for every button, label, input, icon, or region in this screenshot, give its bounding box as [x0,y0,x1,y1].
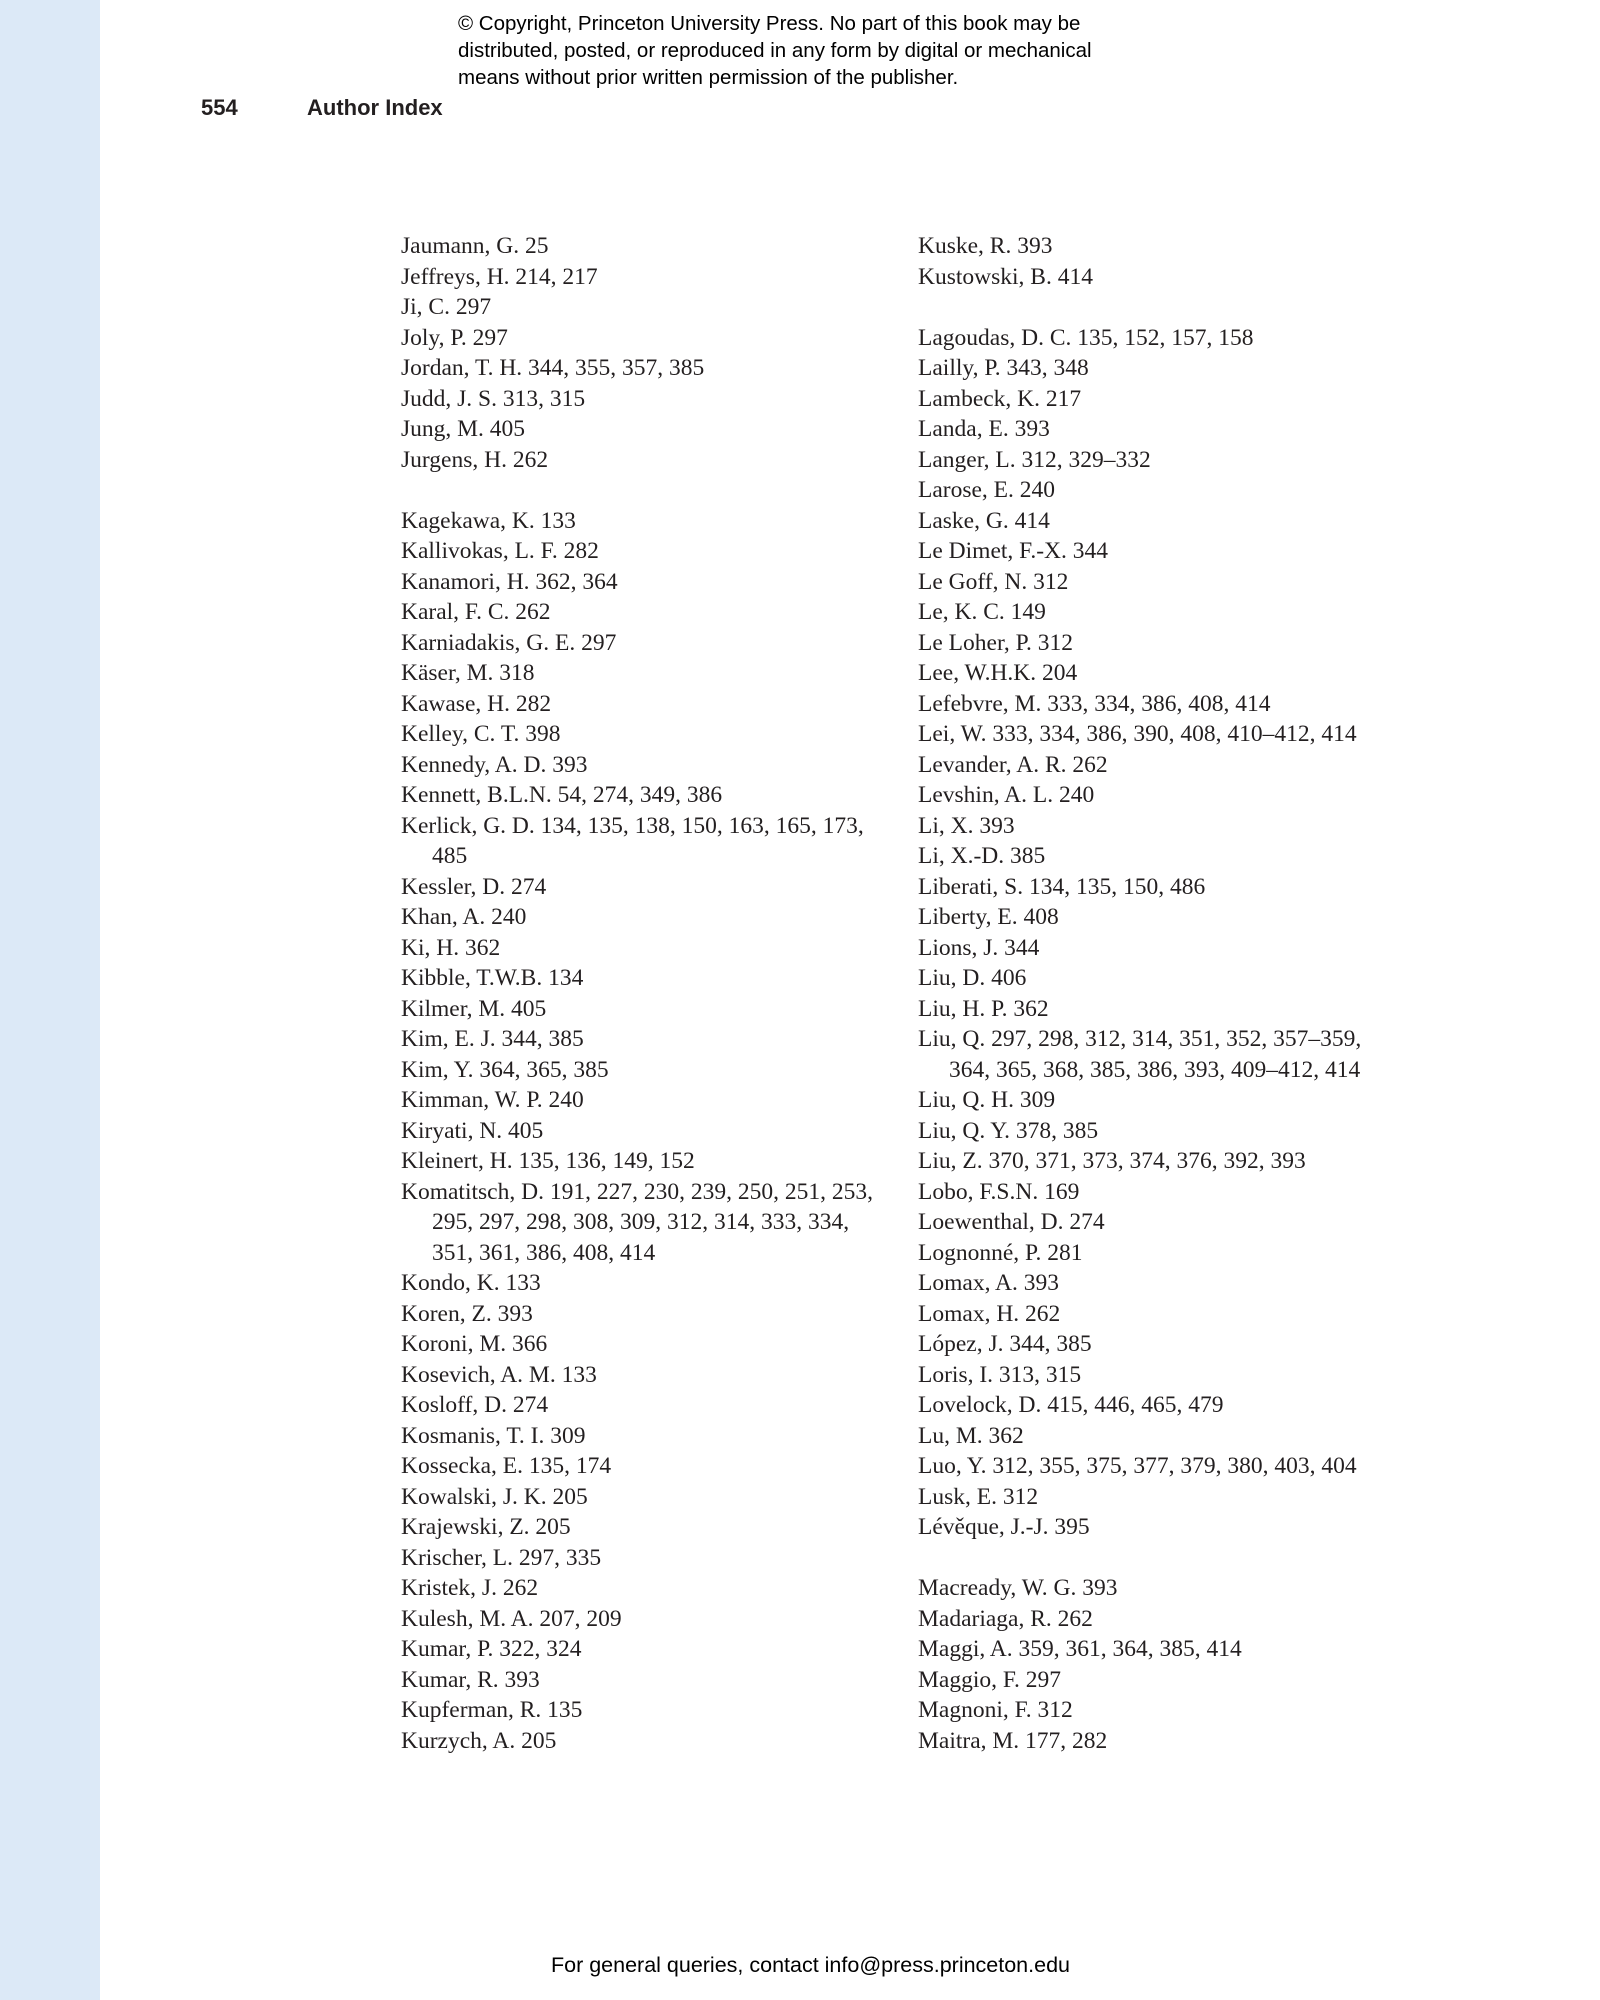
index-entry [401,1726,901,1757]
index-entry [918,1726,1418,1757]
index-entry [918,1177,1418,1208]
index-entry-text: Magnoni, F. 312 [918,1697,1073,1723]
index-entry-text: Kimman, W. P. 240 [401,1087,584,1113]
index-entry-text: Kosloff, D. 274 [401,1392,549,1418]
index-entry-text: Lobo, F.S.N. 169 [918,1178,1080,1205]
index-entry-text: Liu, Z. 370, 371, 373, 374, 376, 392, 393 [918,1148,1306,1174]
index-entry [918,780,1418,811]
index-entry [918,506,1418,537]
index-entry-text: Laske, G. 414 [918,507,1050,534]
index-entry-text: Joly, P. 297 [401,324,508,351]
index-entry-text: López, J. 344, 385 [918,1331,1092,1357]
index-entry-text: Koren, Z. 393 [401,1300,533,1327]
index-entry-text: Liu, H. P. 362 [918,995,1049,1022]
letter-group-gap [918,1543,1418,1574]
index-entry-text: Krajewski, Z. 205 [401,1514,571,1540]
index-entry [401,567,901,598]
index-entry [401,780,901,811]
index-entry [401,445,901,476]
index-entry-text: Li, X.-D. 385 [918,843,1046,869]
index-entry-text: Levshin, A. L. 240 [918,782,1095,808]
index-entry [401,902,901,933]
index-entry-text: Kristek, J. 262 [401,1575,539,1601]
index-entry-text: Jordan, T. H. 344, 355, 357, 385 [401,355,705,381]
left-margin-band [0,0,100,2000]
index-entry-continuation: 295, 297, 298, 308, 309, 312, 314, 333, 334, [432,1209,850,1235]
index-entry-text: Kennett, B.L.N. 54, 274, 349, 386 [401,782,723,808]
index-entry [401,933,901,964]
index-entry [401,1085,901,1116]
index-entry [401,353,901,384]
index-entry [401,1451,901,1482]
index-entry-text: Kustowski, B. 414 [918,263,1093,290]
index-entry [918,323,1418,354]
index-entry-text: Liu, Q. 297, 298, 312, 314, 351, 352, 357–359, [918,1026,1362,1052]
index-entry [918,1421,1418,1452]
index-entry-text: Kumar, P. 322, 324 [401,1636,582,1662]
index-entry [918,262,1418,293]
index-entry-text: Madariaga, R. 262 [918,1605,1093,1632]
index-entry-text: Levander, A. R. 262 [918,751,1108,778]
index-entry [918,628,1418,659]
index-entry [918,1482,1418,1513]
index-entry-text: Maitra, M. 177, 282 [918,1727,1108,1754]
index-entry-text: Lee, W.H.K. 204 [918,660,1078,686]
index-entry-text: Kallivokas, L. F. 282 [401,538,599,564]
index-entry-text: Liberati, S. 134, 135, 150, 486 [918,873,1206,900]
index-entry-text: Lailly, P. 343, 348 [918,355,1089,381]
index-entry-text: Ji, C. 297 [401,294,492,320]
index-entry [918,933,1418,964]
index-entry [401,1421,901,1452]
index-entry-text: Maggio, F. 297 [918,1666,1062,1693]
index-entry [401,719,901,750]
index-entry [401,811,901,872]
index-entry-text: Judd, J. S. 313, 315 [401,385,586,412]
index-entry [401,963,901,994]
index-entry-text: Kibble, T.W.B. 134 [401,965,584,991]
index-entry [918,1116,1418,1147]
index-entry [401,1146,901,1177]
copyright-line: distributed, posted, or reproduced in any form by digital or mechanical [458,39,1092,62]
index-entry-text: Lefebvre, M. 333, 334, 386, 408, 414 [918,690,1271,717]
index-entry-text: Le Goff, N. 312 [918,568,1069,595]
index-entry [918,841,1418,872]
running-head: Author Index [307,95,443,120]
index-entry [401,1360,901,1391]
index-entry [918,658,1418,689]
index-entry-text: Kumar, R. 393 [401,1666,540,1693]
index-entry [401,597,901,628]
index-entry [401,231,901,262]
index-entry [918,1665,1418,1696]
index-entry [918,963,1418,994]
page-number: 554 [201,95,238,120]
index-entry [401,1634,901,1665]
index-entry [918,384,1418,415]
index-entry [918,1451,1418,1482]
index-entry-text: Kossecka, E. 135, 174 [401,1453,612,1479]
index-entry-text: Kosevich, A. M. 133 [401,1361,597,1388]
index-entry [401,1665,901,1696]
index-entry [918,353,1418,384]
index-entry [401,750,901,781]
index-entry-text: Jurgens, H. 262 [401,446,549,473]
index-entry-text: Kawase, H. 282 [401,690,552,717]
index-entry [918,902,1418,933]
index-entry-text: Kondo, K. 133 [401,1270,541,1296]
index-entry [401,1116,901,1147]
index-entry-text: Le, K. C. 149 [918,599,1046,625]
copyright-line: means without prior written permission of the publisher. [458,66,959,89]
index-entry [918,1390,1418,1421]
index-entry [918,689,1418,720]
index-entry-text: Kim, E. J. 344, 385 [401,1026,584,1052]
index-entry [401,628,901,659]
index-entry-text: Khan, A. 240 [401,904,527,930]
index-entry [918,445,1418,476]
index-entry [401,506,901,537]
index-entry-text: Jeffreys, H. 214, 217 [401,263,598,290]
index-entry-text: Macready, W. G. 393 [918,1575,1118,1601]
index-entry [918,719,1418,750]
index-entry [918,414,1418,445]
index-entry-text: Kilmer, M. 405 [401,995,547,1022]
index-entry-text: Kulesh, M. A. 207, 209 [401,1605,622,1632]
index-entry-text: Landa, E. 393 [918,416,1050,442]
index-entry [401,872,901,903]
index-entry [918,597,1418,628]
index-entry [918,1360,1418,1391]
index-entry-text: Komatitsch, D. 191, 227, 230, 239, 250, 251, 253, [401,1178,873,1205]
letter-group-gap [401,475,901,506]
index-entry-text: Kanamori, H. 362, 364 [401,568,618,595]
index-entry [401,1329,901,1360]
index-entry-continuation: 485 [432,843,468,869]
index-entry-text: Lognonné, P. 281 [918,1239,1083,1266]
index-entry-text: Kagekawa, K. 133 [401,507,576,534]
index-entry [401,1604,901,1635]
index-entry-text: Lomax, A. 393 [918,1270,1059,1296]
index-entry-text: Li, X. 393 [918,812,1015,839]
index-entry [918,567,1418,598]
index-entry [401,262,901,293]
index-entry-text: Kiryati, N. 405 [401,1117,544,1144]
index-entry-text: Loris, I. 313, 315 [918,1361,1082,1388]
index-entry [401,994,901,1025]
index-entry [918,994,1418,1025]
index-entry [918,872,1418,903]
index-entry-text: Lions, J. 344 [918,934,1040,961]
index-entry-text: Kennedy, A. D. 393 [401,751,588,778]
index-entry-text: Käser, M. 318 [401,660,535,686]
index-entry [918,1695,1418,1726]
index-entry [918,231,1418,262]
index-entry-text: Liu, D. 406 [918,965,1027,991]
index-entry [401,689,901,720]
index-entry-text: Larose, E. 240 [918,477,1056,503]
index-entry-text: Kleinert, H. 135, 136, 149, 152 [401,1148,695,1174]
index-entry [918,1238,1418,1269]
index-entry-text: Lovelock, D. 415, 446, 465, 479 [918,1392,1224,1418]
index-entry [401,414,901,445]
footer-contact: For general queries, contact info@press.princeton.edu [550,1953,1070,1977]
index-entry [401,1268,901,1299]
index-entry-text: Le Dimet, F.-X. 344 [918,538,1109,564]
letter-group-gap [918,292,1418,323]
index-entry [918,1634,1418,1665]
index-entry-text: Lusk, E. 312 [918,1483,1039,1510]
index-entry [401,536,901,567]
index-column-left [401,231,901,1756]
index-entry [401,1543,901,1574]
index-entry [918,811,1418,842]
index-entry [401,1177,901,1269]
index-entry [918,1146,1418,1177]
index-entry [401,1695,901,1726]
index-entry-text: Lu, M. 362 [918,1422,1024,1449]
index-entry-text: Le Loher, P. 312 [918,629,1074,656]
copyright-notice [458,10,1218,91]
index-entry [918,1573,1418,1604]
index-entry-text: Liu, Q. H. 309 [918,1087,1056,1113]
index-entry [401,658,901,689]
index-entry-text: Krischer, L. 297, 335 [401,1544,602,1571]
index-entry-text: Kim, Y. 364, 365, 385 [401,1056,609,1083]
index-entry-text: Loewenthal, D. 274 [918,1209,1105,1235]
index-entry-text: Kelley, C. T. 398 [401,721,561,747]
index-entry [401,1299,901,1330]
index-entry [918,1268,1418,1299]
index-entry-text: Lei, W. 333, 334, 386, 390, 408, 410–412, 414 [918,721,1357,747]
index-entry [401,1482,901,1513]
index-entry-text: Kessler, D. 274 [401,873,547,900]
index-entry [918,1207,1418,1238]
index-entry-text: Kuske, R. 393 [918,233,1053,259]
index-entry-text: Kupferman, R. 135 [401,1697,583,1723]
index-column-right [918,231,1418,1756]
index-entry [401,1573,901,1604]
index-entry-text: Lévěque, J.-J. 395 [918,1514,1090,1540]
index-entry-text: Kowalski, J. K. 205 [401,1483,588,1510]
index-entry-text: Lagoudas, D. C. 135, 152, 157, 158 [918,324,1254,351]
index-entry [918,536,1418,567]
index-entry-text: Liberty, E. 408 [918,904,1059,930]
index-entry [401,1390,901,1421]
index-entry [401,1024,901,1055]
index-entry-text: Ki, H. 362 [401,934,501,961]
index-entry-text: Langer, L. 312, 329–332 [918,446,1151,473]
index-entry [401,323,901,354]
index-entry-text: Lomax, H. 262 [918,1300,1061,1327]
index-entry [918,750,1418,781]
index-entry-text: Karal, F. C. 262 [401,599,551,625]
index-entry [401,384,901,415]
index-entry [918,1024,1418,1085]
index-entry-text: Maggi, A. 359, 361, 364, 385, 414 [918,1636,1242,1662]
index-entry [918,1329,1418,1360]
index-entry-text: Liu, Q. Y. 378, 385 [918,1117,1099,1144]
index-entry [401,1055,901,1086]
index-entry-text: Karniadakis, G. E. 297 [401,629,617,656]
index-entry [918,475,1418,506]
index-entry [401,292,901,323]
index-entry-text: Kurzych, A. 205 [401,1727,557,1754]
index-entry-text: Luo, Y. 312, 355, 375, 377, 379, 380, 403, 404 [918,1453,1357,1479]
index-entry-continuation: 351, 361, 386, 408, 414 [432,1239,656,1266]
index-entry [918,1604,1418,1635]
index-entry-text: Kerlick, G. D. 134, 135, 138, 150, 163, 165, 173, [401,812,864,839]
index-entry-text: Lambeck, K. 217 [918,385,1082,412]
index-entry [918,1299,1418,1330]
index-entry-text: Koroni, M. 366 [401,1331,548,1357]
index-entry-text: Kosmanis, T. I. 309 [401,1422,586,1449]
index-entry [918,1512,1418,1543]
index-entry-text: Jung, M. 405 [401,416,526,442]
index-entry [918,1085,1418,1116]
index-entry [401,1512,901,1543]
index-entry-continuation: 364, 365, 368, 385, 386, 393, 409–412, 414 [949,1056,1361,1083]
copyright-line: © Copyright, Princeton University Press. No part of this book may be [458,12,1081,35]
index-entry-text: Jaumann, G. 25 [401,233,549,259]
